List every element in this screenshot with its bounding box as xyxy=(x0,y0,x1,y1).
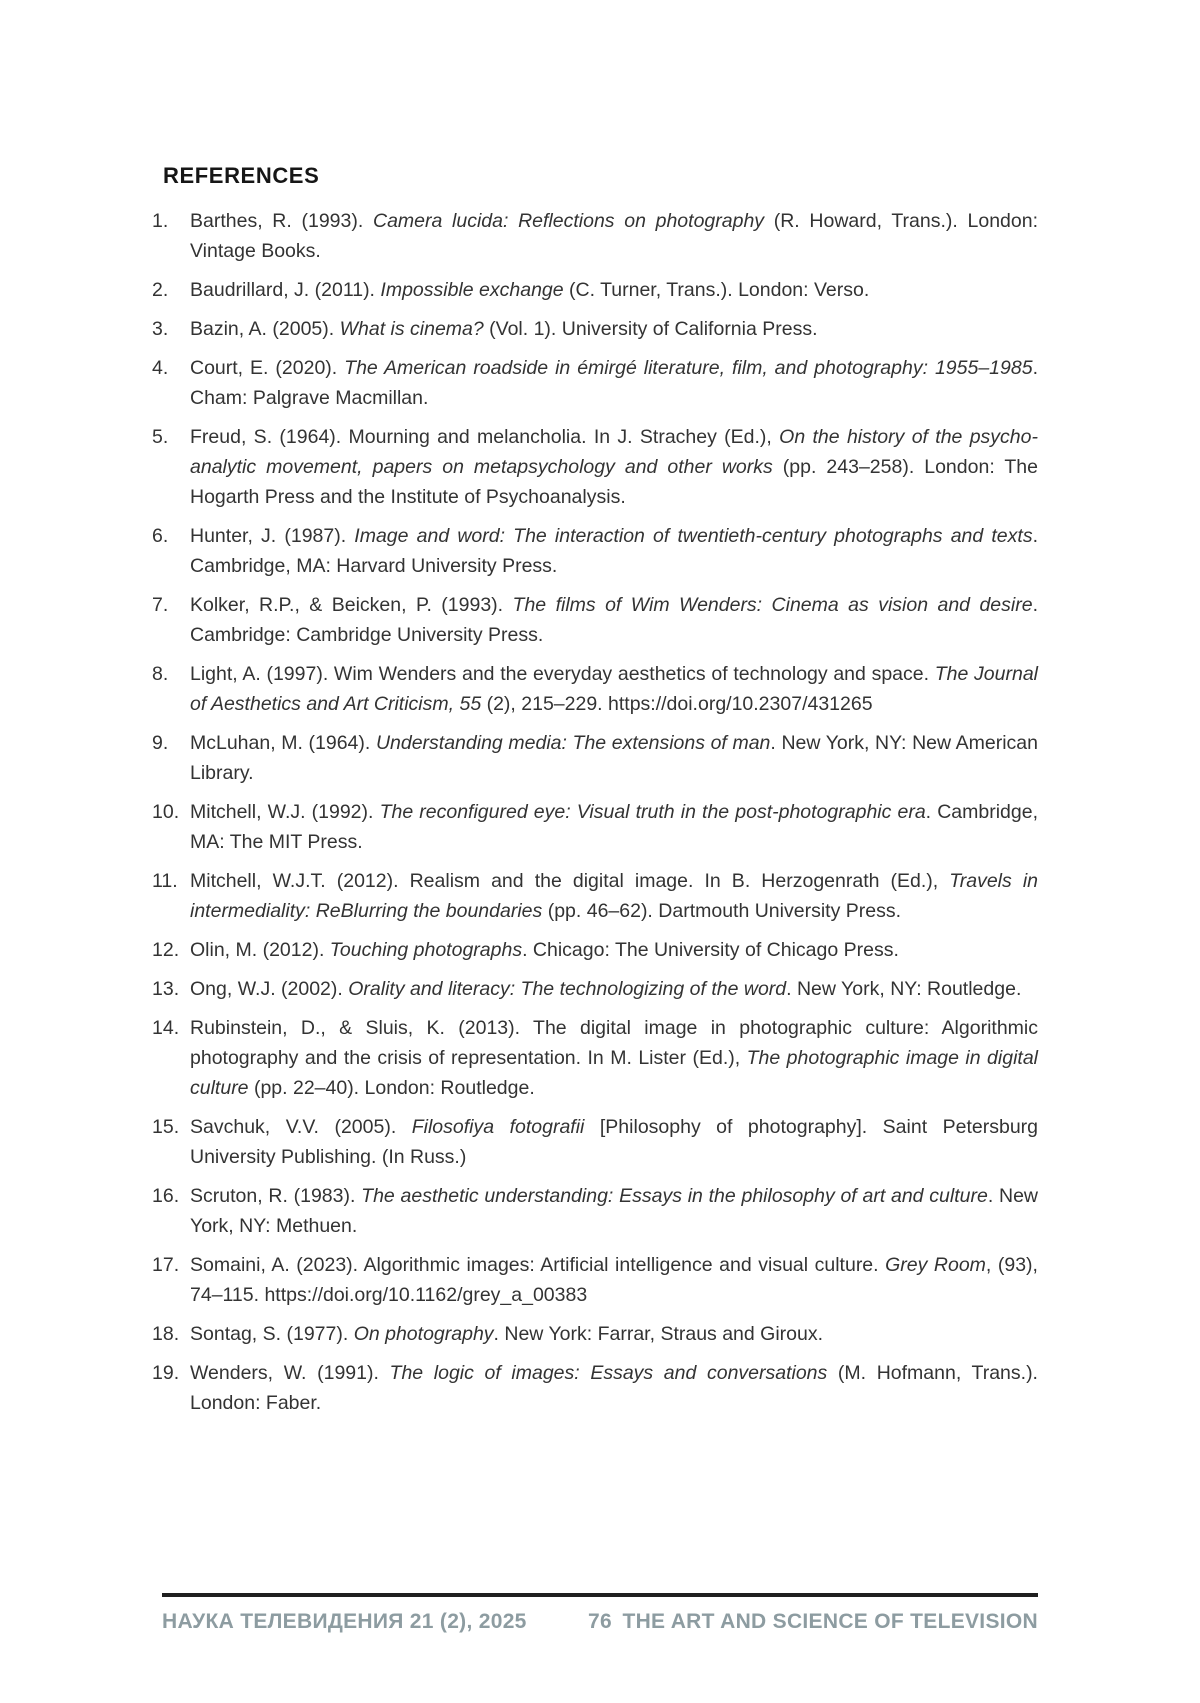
reference-number: 19. xyxy=(152,1362,180,1384)
page-footer xyxy=(162,1593,1038,1634)
reference-number: 9. xyxy=(152,732,169,754)
reference-text: Bazin, A. (2005). What is cinema? (Vol. 1). University of California Press. xyxy=(190,318,818,340)
reference-text: Savchuk, V.V. (2005). Filosofiya fotografii [Philosophy of photography]. Saint Petersburg University Publishing. (In Russ.) xyxy=(190,1116,1039,1168)
reference-item xyxy=(152,659,1038,719)
footer-page-number: 76 xyxy=(588,1610,612,1633)
reference-text: Mitchell, W.J. (1992). The reconfigured eye: Visual truth in the post-photographic era. Cambridge, MA: The MIT Press. xyxy=(190,801,1038,853)
reference-text: Somaini, A. (2023). Algorithmic images: Artificial intelligence and visual culture. Grey Room, (93), 74–115. https://doi.org/10.1162/grey_a_00383 xyxy=(190,1254,1038,1306)
reference-item xyxy=(152,974,1038,1004)
reference-item xyxy=(152,935,1038,965)
references-section xyxy=(152,163,1038,1427)
reference-text: McLuhan, M. (1964). Understanding media: The extensions of man. New York, NY: New American Library. xyxy=(190,732,1038,784)
reference-item xyxy=(152,1013,1038,1103)
reference-number: 17. xyxy=(152,1254,180,1276)
reference-item xyxy=(152,797,1038,857)
reference-item xyxy=(152,314,1038,344)
reference-text: Sontag, S. (1977). On photography. New York: Farrar, Straus and Giroux. xyxy=(190,1323,824,1345)
reference-number: 13. xyxy=(152,978,180,1000)
reference-item xyxy=(152,206,1038,266)
reference-text: Wenders, W. (1991). The logic of images: Essays and conversations (M. Hofmann, Trans.). London: Faber. xyxy=(190,1362,1038,1414)
reference-text: Light, A. (1997). Wim Wenders and the everyday aesthetics of technology and space. The Journal of Aesthetics and Art Criticism, 55 (2), 215–229. https://doi.org/10.2307/431265 xyxy=(190,663,1038,715)
reference-text: Court, E. (2020). The American roadside in émirgé literature, film, and photography: 1955–1985. Cham: Palgrave Macmillan. xyxy=(190,357,1038,409)
reference-text: Kolker, R.P., & Beicken, P. (1993). The films of Wim Wenders: Cinema as vision and desire. Cambridge: Cambridge University Press. xyxy=(190,594,1038,646)
reference-text: Ong, W.J. (2002). Orality and literacy: The technologizing of the word. New York, NY: Routledge. xyxy=(190,978,1022,1000)
reference-item xyxy=(152,1358,1038,1418)
reference-item xyxy=(152,590,1038,650)
footer-journal-title-en: THE ART AND SCIENCE OF TELEVISION xyxy=(622,1610,1038,1633)
reference-number: 8. xyxy=(152,663,169,685)
reference-item xyxy=(152,353,1038,413)
reference-item xyxy=(152,728,1038,788)
reference-number: 5. xyxy=(152,426,169,448)
reference-text: Hunter, J. (1987). Image and word: The interaction of twentieth-century photographs and texts. Cambridge, MA: Harvard University Press. xyxy=(190,525,1038,577)
footer-row xyxy=(162,1610,1038,1634)
reference-number: 18. xyxy=(152,1323,180,1345)
references-list xyxy=(152,206,1038,1418)
reference-item xyxy=(152,1250,1038,1310)
reference-item xyxy=(152,1181,1038,1241)
references-heading: REFERENCES xyxy=(163,163,320,188)
reference-number: 4. xyxy=(152,357,169,379)
reference-number: 3. xyxy=(152,318,169,340)
reference-item xyxy=(152,521,1038,581)
reference-text: Barthes, R. (1993). Camera lucida: Reflections on photography (R. Howard, Trans.). London: Vintage Books. xyxy=(190,210,1038,262)
reference-number: 11. xyxy=(152,870,178,892)
footer-journal-title-ru: НАУКА ТЕЛЕВИДЕНИЯ 21 (2), 2025 xyxy=(162,1610,527,1633)
reference-text: Olin, M. (2012). Touching photographs. Chicago: The University of Chicago Press. xyxy=(190,939,899,961)
reference-item xyxy=(152,422,1038,512)
reference-text: Baudrillard, J. (2011). Impossible exchange (C. Turner, Trans.). London: Verso. xyxy=(190,279,870,301)
reference-item xyxy=(152,275,1038,305)
reference-number: 10. xyxy=(152,801,180,823)
reference-item xyxy=(152,866,1038,926)
reference-number: 7. xyxy=(152,594,169,616)
reference-number: 1. xyxy=(152,210,169,232)
reference-number: 16. xyxy=(152,1185,180,1207)
reference-text: Rubinstein, D., & Sluis, K. (2013). The digital image in photographic culture: Algorithmic photography and the crisis of representation. In M. Lister (Ed.), The photographic image in digital culture (pp. 22–40). London: Routledge. xyxy=(190,1017,1039,1099)
reference-number: 2. xyxy=(152,279,169,301)
reference-number: 12. xyxy=(152,939,180,961)
reference-number: 6. xyxy=(152,525,169,547)
reference-text: Scruton, R. (1983). The aesthetic understanding: Essays in the philosophy of art and culture. New York, NY: Methuen. xyxy=(190,1185,1038,1237)
reference-number: 15. xyxy=(152,1116,180,1138)
reference-text: Mitchell, W.J.T. (2012). Realism and the digital image. In B. Herzogenrath (Ed.), Travels in intermediality: ReBlurring the boundaries (pp. 46–62). Dartmouth University Press. xyxy=(190,870,1038,922)
reference-number: 14. xyxy=(152,1017,180,1039)
reference-item xyxy=(152,1319,1038,1349)
reference-item xyxy=(152,1112,1038,1172)
reference-text: Freud, S. (1964). Mourning and melancholia. In J. Strachey (Ed.), On the history of the psycho-analytic movement, papers on metapsychology and other works (pp. 243–258). London: The Hogarth Press and the Institute of Psychoanalysis. xyxy=(190,426,1038,508)
